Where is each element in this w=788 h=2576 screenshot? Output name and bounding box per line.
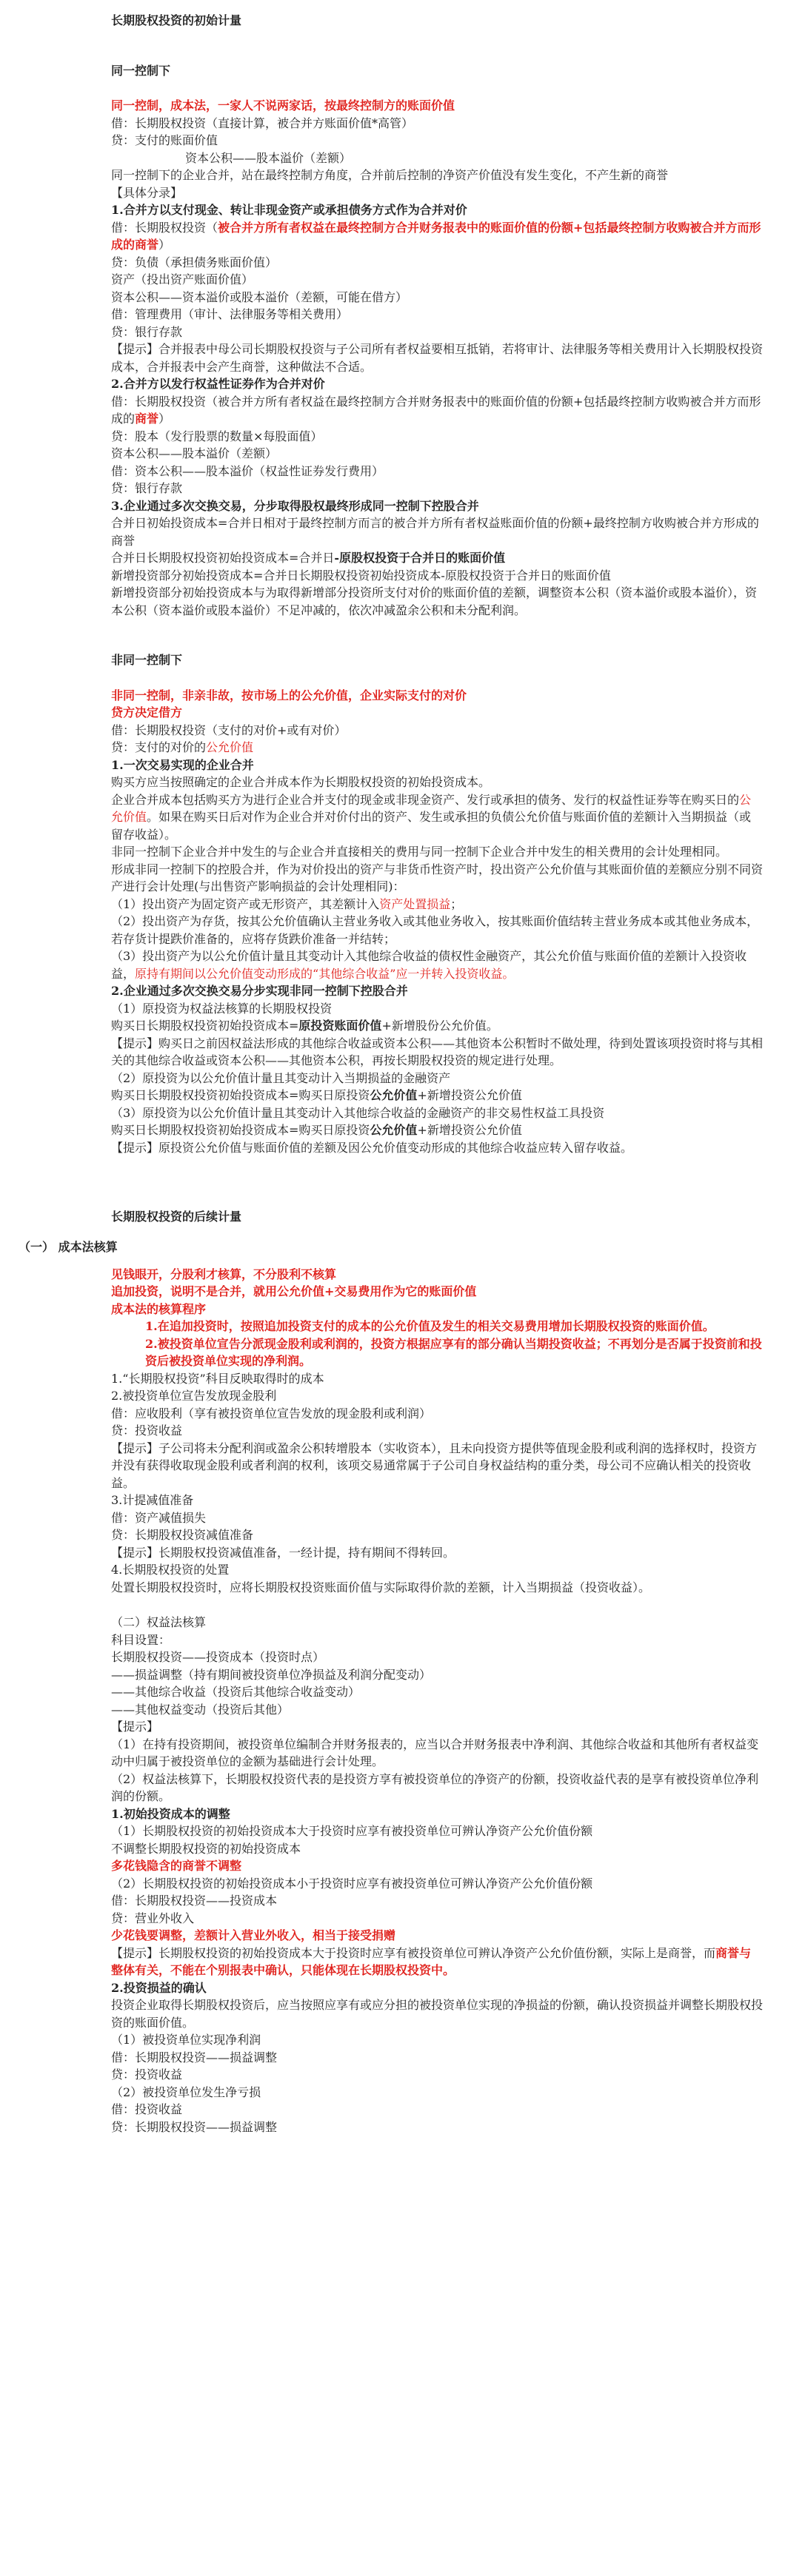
text-line: ——其他综合收益（投资后其他综合收益变动） xyxy=(111,1685,361,1699)
text-line: 购买日长期股权投资初始投资成本=购买日原投资公允价值+新增投资公允价值 xyxy=(111,1088,522,1102)
text-line: 非同一控制下企业合并中发生的与企业合并直接相关的费用与同一控制下企业合并中发生的相关费用的会计处理相同。 xyxy=(111,845,728,859)
text-line: 同一控制下的企业合并，站在最终控制方角度，合并前后控制的净资产价值没有发生变化，不产生新的商誉 xyxy=(111,168,669,182)
text-line: 2.被投资单位宣告发放现金股利 xyxy=(111,1389,277,1403)
text-line: （2）权益法核算下，长期股权投资代表的是投资方享有被投资单位的净资产的份额，投资收益代表的是享有被投资单位净利润的份额。 xyxy=(111,1771,759,1803)
section-title-initial: 长期股权投资的初始计量 xyxy=(111,13,242,27)
text-line: 新增投资部分初始投资成本=合并日长期股权投资初始投资成本-原股权投资于合并日的账面价值 xyxy=(111,568,611,583)
text-line: 借：长期股权投资（被合并方所有者权益在最终控制方合并财务报表中的账面价值的份额+包括最终控制方收购被合并方而形成的商誉） xyxy=(111,394,761,426)
subheading: 1.合并方以支付现金、转让非现金资产或承担债务方式作为合并对价 xyxy=(111,203,467,217)
text-line: 长期股权投资——投资成本（投资时点） xyxy=(111,1650,325,1664)
text-line: 2.被投资单位宣告分派现金股利或利润的，投资方根据应享有的部分确认当期投资收益；不再划分是否属于投资前和投资后被投资单位实现的净利润。 xyxy=(145,1336,762,1368)
text-line: 【提示】长期股权投资减值准备，一经计提，持有期间不得转回。 xyxy=(111,1545,455,1560)
text-line: 贷：投资收益 xyxy=(111,2067,183,2082)
text-line: 购买日长期股权投资初始投资成本=原投资账面价值+新增股份公允价值。 xyxy=(111,1019,498,1033)
text-line: 成本法的核算程序 xyxy=(111,1301,207,1316)
text-line: （3）原投资为以公允价值计量且其变动计入其他综合收益的金融资产的非交易性权益工具投资 xyxy=(111,1105,605,1120)
text-line: 追加投资，说明不是合并，就用公允价值+交易费用作为它的账面价值 xyxy=(111,1284,477,1298)
text-line: 非同一控制，非亲非故，按市场上的公允价值，企业实际支付的对价 xyxy=(111,688,467,702)
heading-different-control: 非同一控制下 xyxy=(111,653,183,667)
text-line: 少花钱要调整，差额计入营业外收入，相当于接受捐赠 xyxy=(111,1928,396,1942)
text-line: 借：资本公积——股本溢价（权益性证券发行费用） xyxy=(111,463,384,478)
text-line: （1）在持有投资期间，被投资单位编制合并财务报表的，应当以合并财务报表中净利润、其他综合收益和其他所有者权益变动中归属于被投资单位的金额为基础进行会计处理。 xyxy=(111,1737,759,1768)
subheading-equity-method: （二）权益法核算 xyxy=(111,1615,207,1629)
text-line: （3）投出资产为以公允价值计量且其变动计入其他综合收益的债权性金融资产，其公允价值与账面价值的差额计入投资收益，原持有期间以公允价值变动形成的“其他综合收益”应一并转入投资收益。 xyxy=(111,949,747,981)
text-line: 借：长期股权投资（被合并方所有者权益在最终控制方合并财务报表中的账面价值的份额+包括最终控制方收购被合并方而形成的商誉） xyxy=(111,220,761,252)
text-line: 借：应收股利（享有被投资单位宣告发放的现金股利或利润） xyxy=(111,1406,432,1421)
text-line: 4.长期股权投资的处置 xyxy=(111,1563,230,1577)
text-line: 不调整长期股权投资的初始投资成本 xyxy=(111,1841,301,1856)
text-line: 企业合并成本包括购买方为进行企业合并支付的现金或非现金资产、发行或承担的债务、发行的权益性证券等在购买日的公允价值。如果在购买日后对作为企业合并对价付出的资产、发生或承担的负债公允价值与账面价值的差额计入当期损益（或留存收益）。 xyxy=(111,792,752,842)
text-line: （1）长期股权投资的初始投资成本大于投资时应享有被投资单位可辨认净资产公允价值份额 xyxy=(111,1824,593,1838)
text-line: 借：长期股权投资——投资成本 xyxy=(111,1894,278,1908)
text-line: 投资企业取得长期股权投资后，应当按照应享有或应分担的被投资单位实现的净损益的份额，确认投资损益并调整长期股权投资的账面价值。 xyxy=(111,1998,764,2030)
text-line: 【提示】购买日之前因权益法形成的其他综合收益或资本公积——其他资本公积暂时不做处理，待到处置该项投资时将与其相关的其他综合收益或资本公积——其他资本公积，再按长期股权投资的规定进行处理。 xyxy=(111,1036,764,1067)
text-line: 购买日长期股权投资初始投资成本=购买日原投资公允价值+新增投资公允价值 xyxy=(111,1123,522,1137)
text-line: 贷：银行存款 xyxy=(111,481,183,495)
section-title-subsequent: 长期股权投资的后续计量 xyxy=(111,1210,242,1224)
text-line: 贷：长期股权投资减值准备 xyxy=(111,1528,254,1542)
text-line: 贷：股本（发行股票的数量×每股面值） xyxy=(111,429,323,443)
text-line: 贷：负债（承担债务账面价值） xyxy=(111,255,278,269)
text-line: 贷：支付的对价的公允价值 xyxy=(111,740,254,754)
text-line: 同一控制，成本法，一家人不说两家话，按最终控制方的账面价值 xyxy=(111,98,455,113)
text-line: 购买方应当按照确定的企业合并成本作为长期股权投资的初始投资成本。 xyxy=(111,775,491,789)
text-line: 1.“长期股权投资”科目反映取得时的成本 xyxy=(111,1371,324,1386)
text-line: 借：长期股权投资——损益调整 xyxy=(111,2050,278,2065)
text-line: 1.在追加投资时，按照追加投资支付的成本的公允价值及发生的相关交易费用增加长期股权投资的账面价值。 xyxy=(145,1319,715,1333)
text-line: 资本公积——资本溢价或股本溢价（差额，可能在借方） xyxy=(111,289,408,304)
text-line: 处置长期股权投资时，应将长期股权投资账面价值与实际取得价款的差额，计入当期损益（投资收益）。 xyxy=(111,1580,651,1594)
text-line: 【提示】合并报表中母公司长期股权投资与子公司所有者权益要相互抵销，若将审计、法律服务等相关费用计入长期股权投资成本，合并报表中会产生商誉，这种做法不合适。 xyxy=(111,342,764,374)
text-line: 3.计提减值准备 xyxy=(111,1493,194,1507)
text-line: 资产（投出资产账面价值） xyxy=(111,272,254,286)
subheading: 2.企业通过多次交换交易分步实现非同一控制下控股合并 xyxy=(111,984,408,998)
subheading: 2.投资损益的确认 xyxy=(111,1980,207,1995)
text-line: （2）长期股权投资的初始投资成本小于投资时应享有被投资单位可辨认净资产公允价值份额 xyxy=(111,1876,593,1891)
text-line: ——损益调整（持有期间被投资单位净损益及利润分配变动） xyxy=(111,1667,432,1682)
text-line: （1）被投资单位实现净利润 xyxy=(111,2033,261,2047)
subheading: 1.一次交易实现的企业合并 xyxy=(111,757,254,772)
text-line: 贷方决定借方 xyxy=(111,705,183,720)
text-line: 【提示】 xyxy=(111,1720,159,1734)
text-line: 借：管理费用（审计、法律服务等相关费用） xyxy=(111,307,349,321)
text-line: （1）原投资为权益法核算的长期股权投资 xyxy=(111,1001,333,1016)
subheading: 1.初始投资成本的调整 xyxy=(111,1806,230,1821)
text-line: 【提示】长期股权投资的初始投资成本大于投资时应享有被投资单位可辨认净资产公允价值份额，实际上是商誉，而商誉与整体有关，不能在个别报表中确认，只能体现在长期股权投资中。 xyxy=(111,1945,752,1977)
text-line: 合并日初始投资成本=合并日相对于最终控制方而言的被合并方所有者权益账面价值的份额+最终控制方收购被合并方形成的商誉 xyxy=(111,516,759,548)
subheading: 3.企业通过多次交换交易，分步取得股权最终形成同一控制下控股合并 xyxy=(111,498,479,513)
text-line: 新增投资部分初始投资成本与为取得新增部分投资所支付对价的账面价值的差额，调整资本公积（资本溢价或股本溢价），资本公积（资本溢价或股本溢价）不足冲减的，依次冲减盈余公积和未分配利润。 xyxy=(111,586,758,617)
text-line: 见钱眼开，分股利才核算，不分股利不核算 xyxy=(111,1267,337,1281)
text-line: 科目设置： xyxy=(111,1632,171,1647)
text-line: 借：资产减值损失 xyxy=(111,1510,207,1525)
text-line: 借：投资收益 xyxy=(111,2102,183,2116)
heading-same-control: 同一控制下 xyxy=(111,63,171,78)
text-line: ——其他权益变动（投资后其他） xyxy=(111,1702,290,1717)
text-line: 多花钱隐含的商誉不调整 xyxy=(111,1859,242,1873)
text-line: 借：长期股权投资（支付的对价+或有对价） xyxy=(111,722,347,737)
text-line: （2）投出资产为存货，按其公允价值确认主营业务收入或其他业务收入，按其账面价值结转主营业务成本或其他业务成本，若存货计提跌价准备的，应将存货跌价准备一并结转； xyxy=(111,914,759,946)
text-line: 贷：银行存款 xyxy=(111,324,183,339)
text-line: 贷：营业外收入 xyxy=(111,1911,195,1925)
text-line: （2）原投资为以公允价值计量且其变动计入当期损益的金融资产 xyxy=(111,1070,451,1085)
text-line: 贷：支付的账面价值 xyxy=(111,133,218,147)
text-line: 【提示】原投资公允价值与账面价值的差额及因公允价值变动形成的其他综合收益应转入留存收益。 xyxy=(111,1140,633,1155)
text-line: 借：长期股权投资（直接计算，被合并方账面价值*高管） xyxy=(111,115,414,130)
section-label-cost-method: （一） 成本法核算 xyxy=(19,1239,118,1254)
text-line: （2）被投资单位发生净亏损 xyxy=(111,2084,261,2099)
subheading: 2.合并方以发行权益性证券作为合并对价 xyxy=(111,377,325,391)
text-line: 贷：投资收益 xyxy=(111,1423,183,1438)
text-line: 贷：长期股权投资——损益调整 xyxy=(111,2119,278,2134)
text-line: 合并日长期股权投资初始投资成本=合并日-原股权投资于合并日的账面价值 xyxy=(111,551,506,565)
text-line: 形成非同一控制下的控股合并，作为对价投出的资产与非货币性资产时，投出资产公允价值与其账面价值的差额应分别不同资产进行会计处理(与出售资产影响损益的会计处理相同)： xyxy=(111,862,764,893)
text-line: 【提示】子公司将未分配利润或盈余公积转增股本（实收资本），且未向投资方提供等值现金股利或利润的选择权时，投资方并没有获得收取现金股利或者利润的权利，该项交易通常属于子公司自身权益结构的重分类，母公司不应确认相关的投资收益。 xyxy=(111,1440,758,1490)
text-line: 资本公积——股本溢价（差额） xyxy=(111,446,278,460)
text-line: （1）投出资产为固定资产或无形资产，其差额计入资产处置损益； xyxy=(111,896,463,911)
text-line: 【具体分录】 xyxy=(111,185,183,200)
text-line: 资本公积——股本溢价（差额） xyxy=(185,150,352,165)
document-page xyxy=(19,0,764,2136)
